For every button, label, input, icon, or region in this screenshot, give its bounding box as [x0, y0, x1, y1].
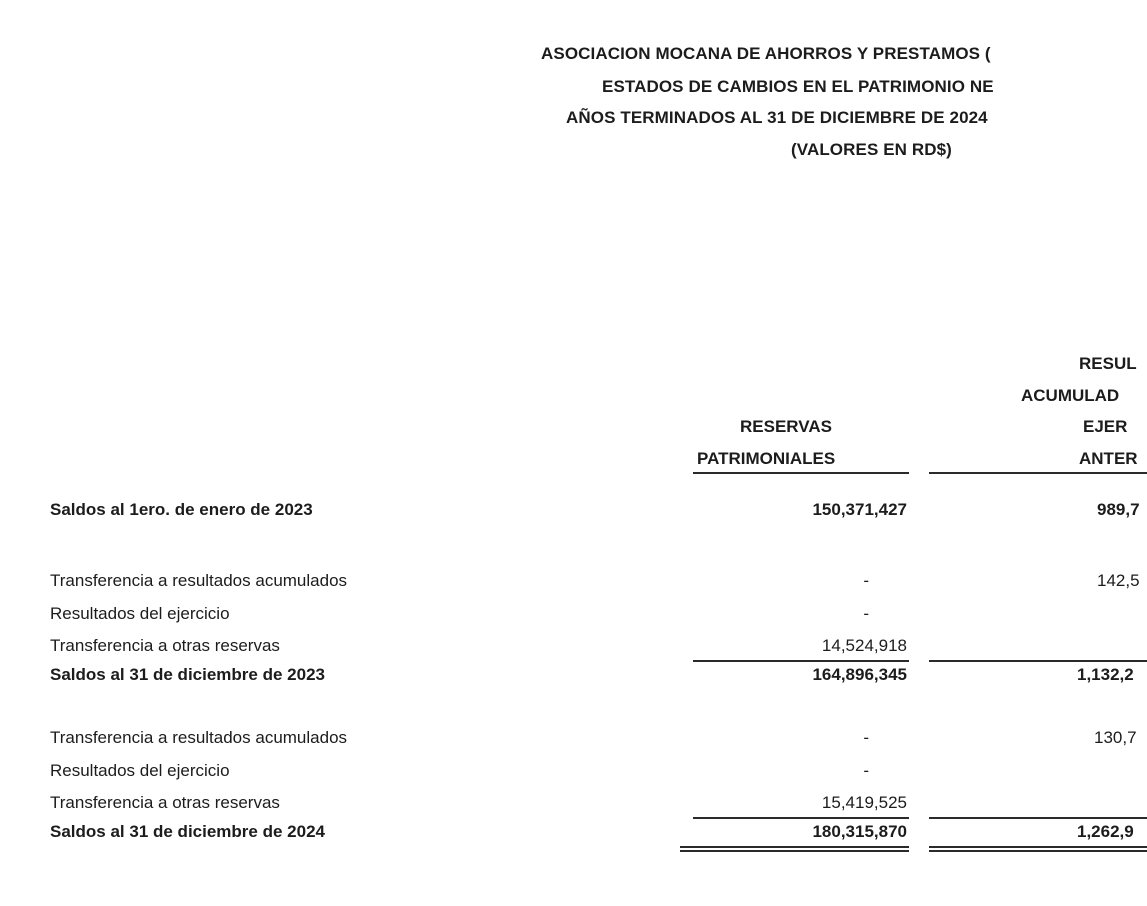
report-title-currency: (VALORES EN RD$): [791, 140, 952, 159]
row-reservas-resultados-ejercicio-2023: -: [863, 604, 869, 623]
subtotal-rule-reservas-2023: [693, 660, 909, 662]
report-title-period: AÑOS TERMINADOS AL 31 DE DICIEMBRE DE 2024: [566, 108, 988, 127]
row-reservas-resultados-ejercicio-2024: -: [863, 761, 869, 780]
row-label-resultados-ejercicio-2023: Resultados del ejercicio: [50, 604, 230, 623]
col-reservas-header-underline: [693, 472, 909, 474]
row-resultados-transfer-acumulados-2023: 142,5: [1097, 571, 1140, 590]
row-label-transfer-otras-reservas-2023: Transferencia a otras reservas: [50, 636, 280, 655]
total-double-rule-reservas-bottom: [680, 850, 909, 852]
total-double-rule-resultados-bottom: [929, 850, 1147, 852]
row-resultados-transfer-acumulados-2024: 130,7: [1094, 728, 1137, 747]
col-resultados-header-line1: RESUL: [1079, 354, 1137, 373]
row-resultados-saldo-2024-close: 1,262,9: [1077, 822, 1134, 841]
report-title-entity: ASOCIACION MOCANA DE AHORROS Y PRESTAMOS (: [541, 44, 991, 63]
report-title-statement: ESTADOS DE CAMBIOS EN EL PATRIMONIO NE: [602, 77, 994, 96]
row-resultados-saldo-2023-open: 989,7: [1097, 500, 1140, 519]
row-reservas-transfer-otras-reservas-2023: 14,524,918: [821, 636, 907, 655]
total-double-rule-reservas-top: [680, 846, 909, 848]
row-label-saldo-2023-close: Saldos al 31 de diciembre de 2023: [50, 665, 325, 684]
row-label-resultados-ejercicio-2024: Resultados del ejercicio: [50, 761, 230, 780]
row-reservas-transfer-otras-reservas-2024: 15,419,525: [821, 793, 907, 812]
col-resultados-header-line2: ACUMULAD: [1021, 386, 1120, 405]
row-reservas-saldo-2024-close: 180,315,870: [812, 822, 907, 841]
row-reservas-transfer-acumulados-2024: -: [863, 728, 869, 747]
row-label-transfer-acumulados-2023: Transferencia a resultados acumulados: [50, 571, 348, 590]
col-reservas-header-line1: RESERVAS: [740, 417, 832, 436]
row-reservas-transfer-acumulados-2023: -: [863, 571, 869, 590]
col-resultados-header-line3: EJER: [1083, 417, 1128, 436]
total-double-rule-resultados-top: [929, 846, 1147, 848]
row-label-saldo-2024-close: Saldos al 31 de diciembre de 2024: [50, 822, 325, 841]
row-resultados-saldo-2023-close: 1,132,2: [1077, 665, 1134, 684]
col-reservas-header-line2: PATRIMONIALES: [697, 449, 836, 468]
row-label-transfer-otras-reservas-2024: Transferencia a otras reservas: [50, 793, 280, 812]
col-resultados-header-underline: [929, 472, 1147, 474]
row-label-transfer-acumulados-2024: Transferencia a resultados acumulados: [50, 728, 348, 747]
col-resultados-header-line4: ANTER: [1079, 449, 1138, 468]
subtotal-rule-resultados-2023: [929, 660, 1147, 662]
row-label-saldo-2023-open: Saldos al 1ero. de enero de 2023: [50, 500, 313, 519]
subtotal-rule-reservas-2024: [693, 817, 909, 819]
row-reservas-saldo-2023-open: 150,371,427: [812, 500, 907, 519]
row-reservas-saldo-2023-close: 164,896,345: [812, 665, 907, 684]
subtotal-rule-resultados-2024: [929, 817, 1147, 819]
